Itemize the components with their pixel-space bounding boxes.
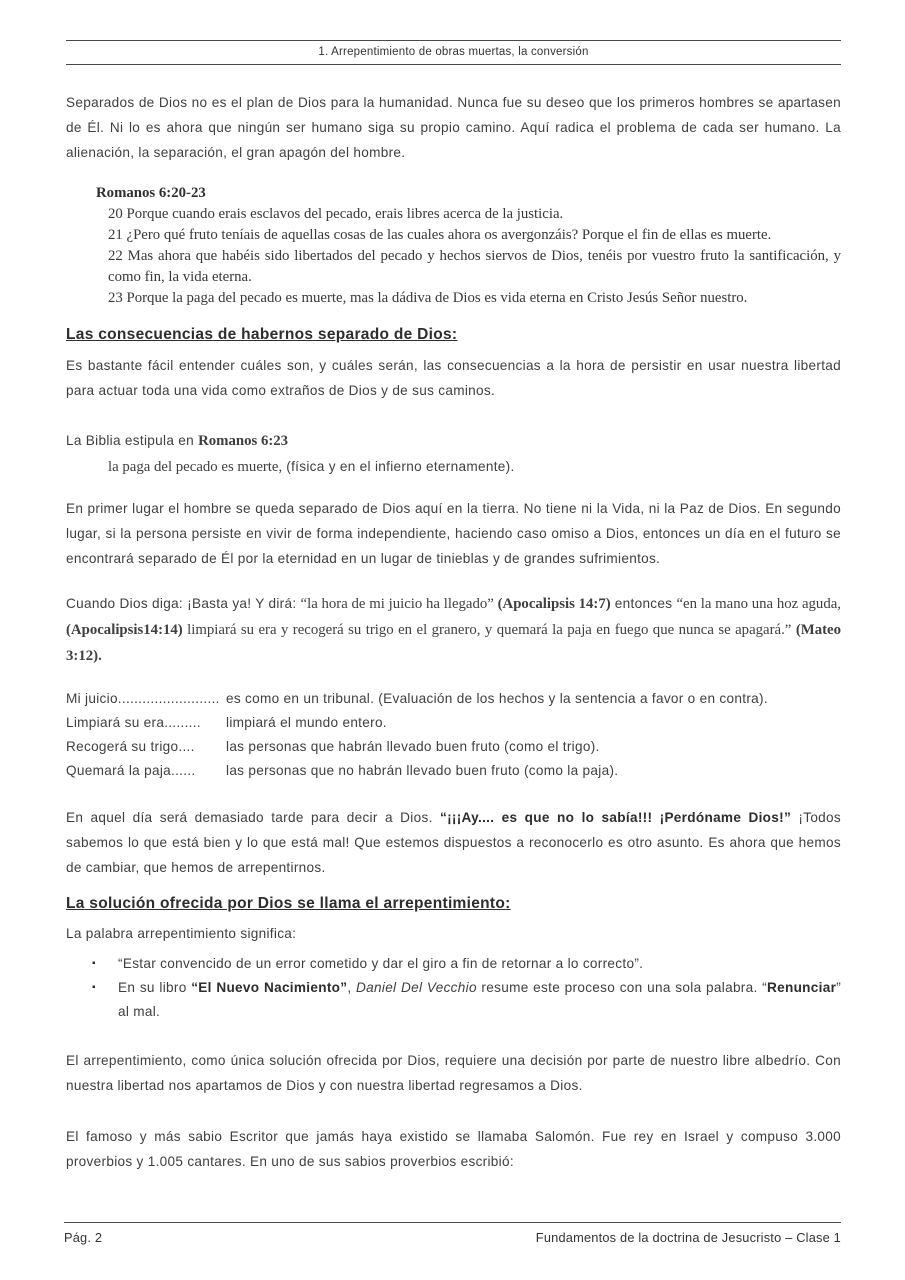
page-header-title: 1. Arrepentimiento de obras muertas, la conversión <box>318 46 589 58</box>
scripture-reference-title: Romanos 6:20-23 <box>96 185 206 201</box>
biblia-quote: la paga del pecado es muerte, <box>108 459 283 475</box>
section-heading-solucion: La solución ofrecida por Dios se llama el arrepentimiento: <box>66 895 511 912</box>
bullet-text: “Estar convencido de un error cometido y dar el giro a fin de retornar a lo correcto”. <box>118 956 644 971</box>
significado-paragraph: La palabra arrepentimiento significa: <box>66 926 297 941</box>
glossary-row <box>66 687 841 711</box>
b2-f7: ” al mal. <box>118 980 842 1019</box>
p5-f1: En aquel día será demasiado tarde para decir a Dios. <box>66 810 440 825</box>
glossary-row <box>66 735 841 759</box>
intro-paragraph: Separados de Dios no es el plan de Dios para la humanidad. Nunca fue su deseo que los primeros hombres se apartasen de Él. Ni lo es ahora que ningún ser humano siga su propio camino. Aquí radica el problema de cada ser humano. La alienación, la separación, el gran apagón del hombre. <box>66 95 841 160</box>
consecuencias-paragraph: Es bastante fácil entender cuáles son, y cuáles serán, las consecuencias a la hora de persistir en usar nuestra libertad para actuar toda una vida como extraños de Dios y de sus caminos. <box>66 358 841 398</box>
separacion-paragraph: En primer lugar el hombre se queda separado de Dios aquí en la tierra. No tiene ni la Vida, ni la Paz de Dios. En segundo lugar, si la persona persiste en vivir de forma independiente, haciendo caso omiso a Dios, entonces un día en el futuro se encontrará separado de Él por la eternidad en un lugar de tinieblas y de grandes sufrimientos. <box>66 501 841 566</box>
glossary-definition: es como en un tribunal. (Evaluación de los hechos y la sentencia a favor o en contra). <box>226 691 768 706</box>
list-item <box>92 952 841 976</box>
juicio-f4: entonces <box>610 596 677 611</box>
juicio-period: . <box>98 648 102 664</box>
juicio-ref2: (Apocalipsis14:14) <box>66 622 183 638</box>
section-heading-consecuencias: Las consecuencias de habernos separado de Dios: <box>66 326 458 343</box>
glossary-term: Limpiará su era......... <box>66 715 201 730</box>
glossary-definition: las personas que habrán llevado buen fruto (como el trigo). <box>226 739 600 754</box>
p5-exclamation: “¡¡¡Ay.... es que no lo sabía!!! ¡Perdóname Dios!” <box>439 810 792 825</box>
biblia-estipula-line <box>66 428 841 454</box>
b2-f1: En su libro <box>118 980 192 995</box>
page-header <box>66 40 841 65</box>
glossary-row <box>66 759 841 783</box>
libre-albedrio-paragraph: El arrepentimiento, como única solución ofrecida por Dios, requiere una decisión por parte de nuestro libre albedrío. Con nuestra libertad nos apartamos de Dios y con nuestra libertad regresamos a Dios. <box>66 1053 841 1093</box>
verse-line: 20 Porque cuando erais esclavos del pecado, erais libres acerca de la justicia. <box>108 206 564 222</box>
juicio-quote2: “en la mano una hoz aguda, <box>676 596 841 612</box>
list-item <box>92 976 841 1024</box>
demasiado-tarde-paragraph <box>66 805 841 880</box>
b2-author-name: Daniel Del Vecchio <box>356 980 477 995</box>
p5-f3: ¡Todos sabemos lo que está bien y lo que está mal! Que estemos dispuestos a reconocerlo es otro asunto. Es ahora que hemos de cambiar, que hemos de arrepentirnos. <box>66 810 841 875</box>
scripture-verses <box>96 204 841 309</box>
verse-line: 22 Mas ahora que habéis sido libertados del pecado y hechos siervos de Dios, tenéis por vuestro fruto la santificación, y como fin, la vida eterna. <box>108 248 841 285</box>
glossary-term: Mi juicio......................... <box>66 691 220 706</box>
footer-document-title: Fundamentos de la doctrina de Jesucristo – Clase 1 <box>535 1230 841 1245</box>
bullet-icon: ▪ <box>92 958 96 969</box>
b2-f3: , <box>347 980 357 995</box>
page-footer <box>64 1222 841 1245</box>
salomon-paragraph: El famoso y más sabio Escritor que jamás haya existido se llamaba Salomón. Fue rey en Israel y compuso 3.000 proverbios y 1.005 cantares. En uno de sus sabios proverbios escribió: <box>66 1129 841 1169</box>
juicio-paragraph <box>66 591 841 669</box>
b2-renunciar: Renunciar <box>767 980 837 995</box>
b2-f5: resume este proceso con una sola palabra. “ <box>476 980 767 995</box>
glossary-definition: limpiará el mundo entero. <box>226 715 387 730</box>
glossary-list <box>66 687 841 783</box>
biblia-quote-line <box>108 456 841 478</box>
biblia-note: (física y en el infierno eternamente). <box>282 459 515 474</box>
definition-bullet-list <box>66 952 841 1024</box>
biblia-prefix: La Biblia estipula en <box>66 433 199 448</box>
verse-line: 23 Porque la paga del pecado es muerte, mas la dádiva de Dios es vida eterna en Cristo Jesús Señor nuestro. <box>108 290 748 306</box>
b2-book-title: “El Nuevo Nacimiento” <box>191 980 348 995</box>
juicio-ref3: (Mateo 3:12) <box>66 622 841 664</box>
juicio-ref1: (Apocalipsis 14:7) <box>497 596 611 612</box>
biblia-reference: Romanos 6:23 <box>198 433 289 449</box>
footer-page-number: Pág. 2 <box>64 1230 103 1245</box>
juicio-quote1: “la hora de mi juicio ha llegado” <box>300 596 498 612</box>
juicio-quote3: limpiará su era y recogerá su trigo en el granero, y quemará la paja en fuego que nunca se apagará.” <box>182 622 796 638</box>
juicio-f1: Cuando Dios diga: ¡Basta ya! Y dirá: <box>66 596 301 611</box>
bullet-icon: ▪ <box>92 982 96 993</box>
glossary-definition: las personas que no habrán llevado buen fruto (como la paja). <box>226 763 619 778</box>
scripture-block-romanos <box>96 183 841 309</box>
glossary-term: Recogerá su trigo.... <box>66 739 195 754</box>
glossary-term: Quemará la paja...... <box>66 763 196 778</box>
glossary-row <box>66 711 841 735</box>
bullet-text <box>118 976 841 1024</box>
verse-line: 21 ¿Pero qué fruto teníais de aquellas cosas de las cuales ahora os avergonzáis? Porque el fin de ellas es muerte. <box>108 227 772 243</box>
